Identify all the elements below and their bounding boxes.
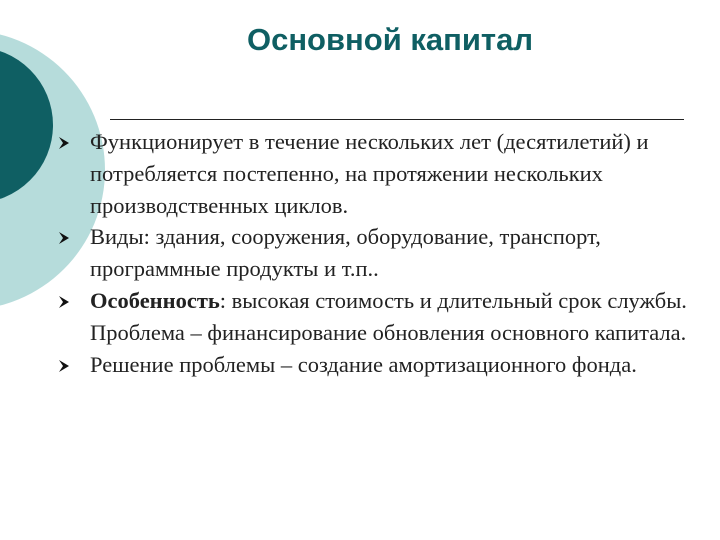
bullet-text: Виды: здания, сооружения, оборудование, транспорт, программные продукты и т.п.. (90, 224, 601, 282)
bullet-item (84, 285, 714, 349)
bullet-text: Решение проблемы – создание амортизационного фонда. (90, 351, 637, 377)
page-title: Основной капитал (246, 22, 534, 57)
arrow-bullet-icon (58, 136, 70, 150)
bullet-item (84, 126, 714, 221)
arrow-bullet-icon (58, 359, 70, 373)
title-divider (110, 119, 684, 120)
bullet-bold-term: Особенность (90, 287, 220, 313)
bullet-text: : высокая стоимость и длительный срок службы. Проблема – финансирование обновления основного капитала. (90, 287, 687, 345)
bullet-list (84, 126, 714, 380)
bullet-item (84, 221, 714, 285)
bullet-item (84, 349, 714, 381)
arrow-bullet-icon (58, 295, 70, 309)
bullet-text: Функционирует в течение нескольких лет (десятилетий) и потребляется постепенно, на протяжении нескольких производственных циклов. (90, 129, 649, 218)
arrow-bullet-icon (58, 231, 70, 245)
